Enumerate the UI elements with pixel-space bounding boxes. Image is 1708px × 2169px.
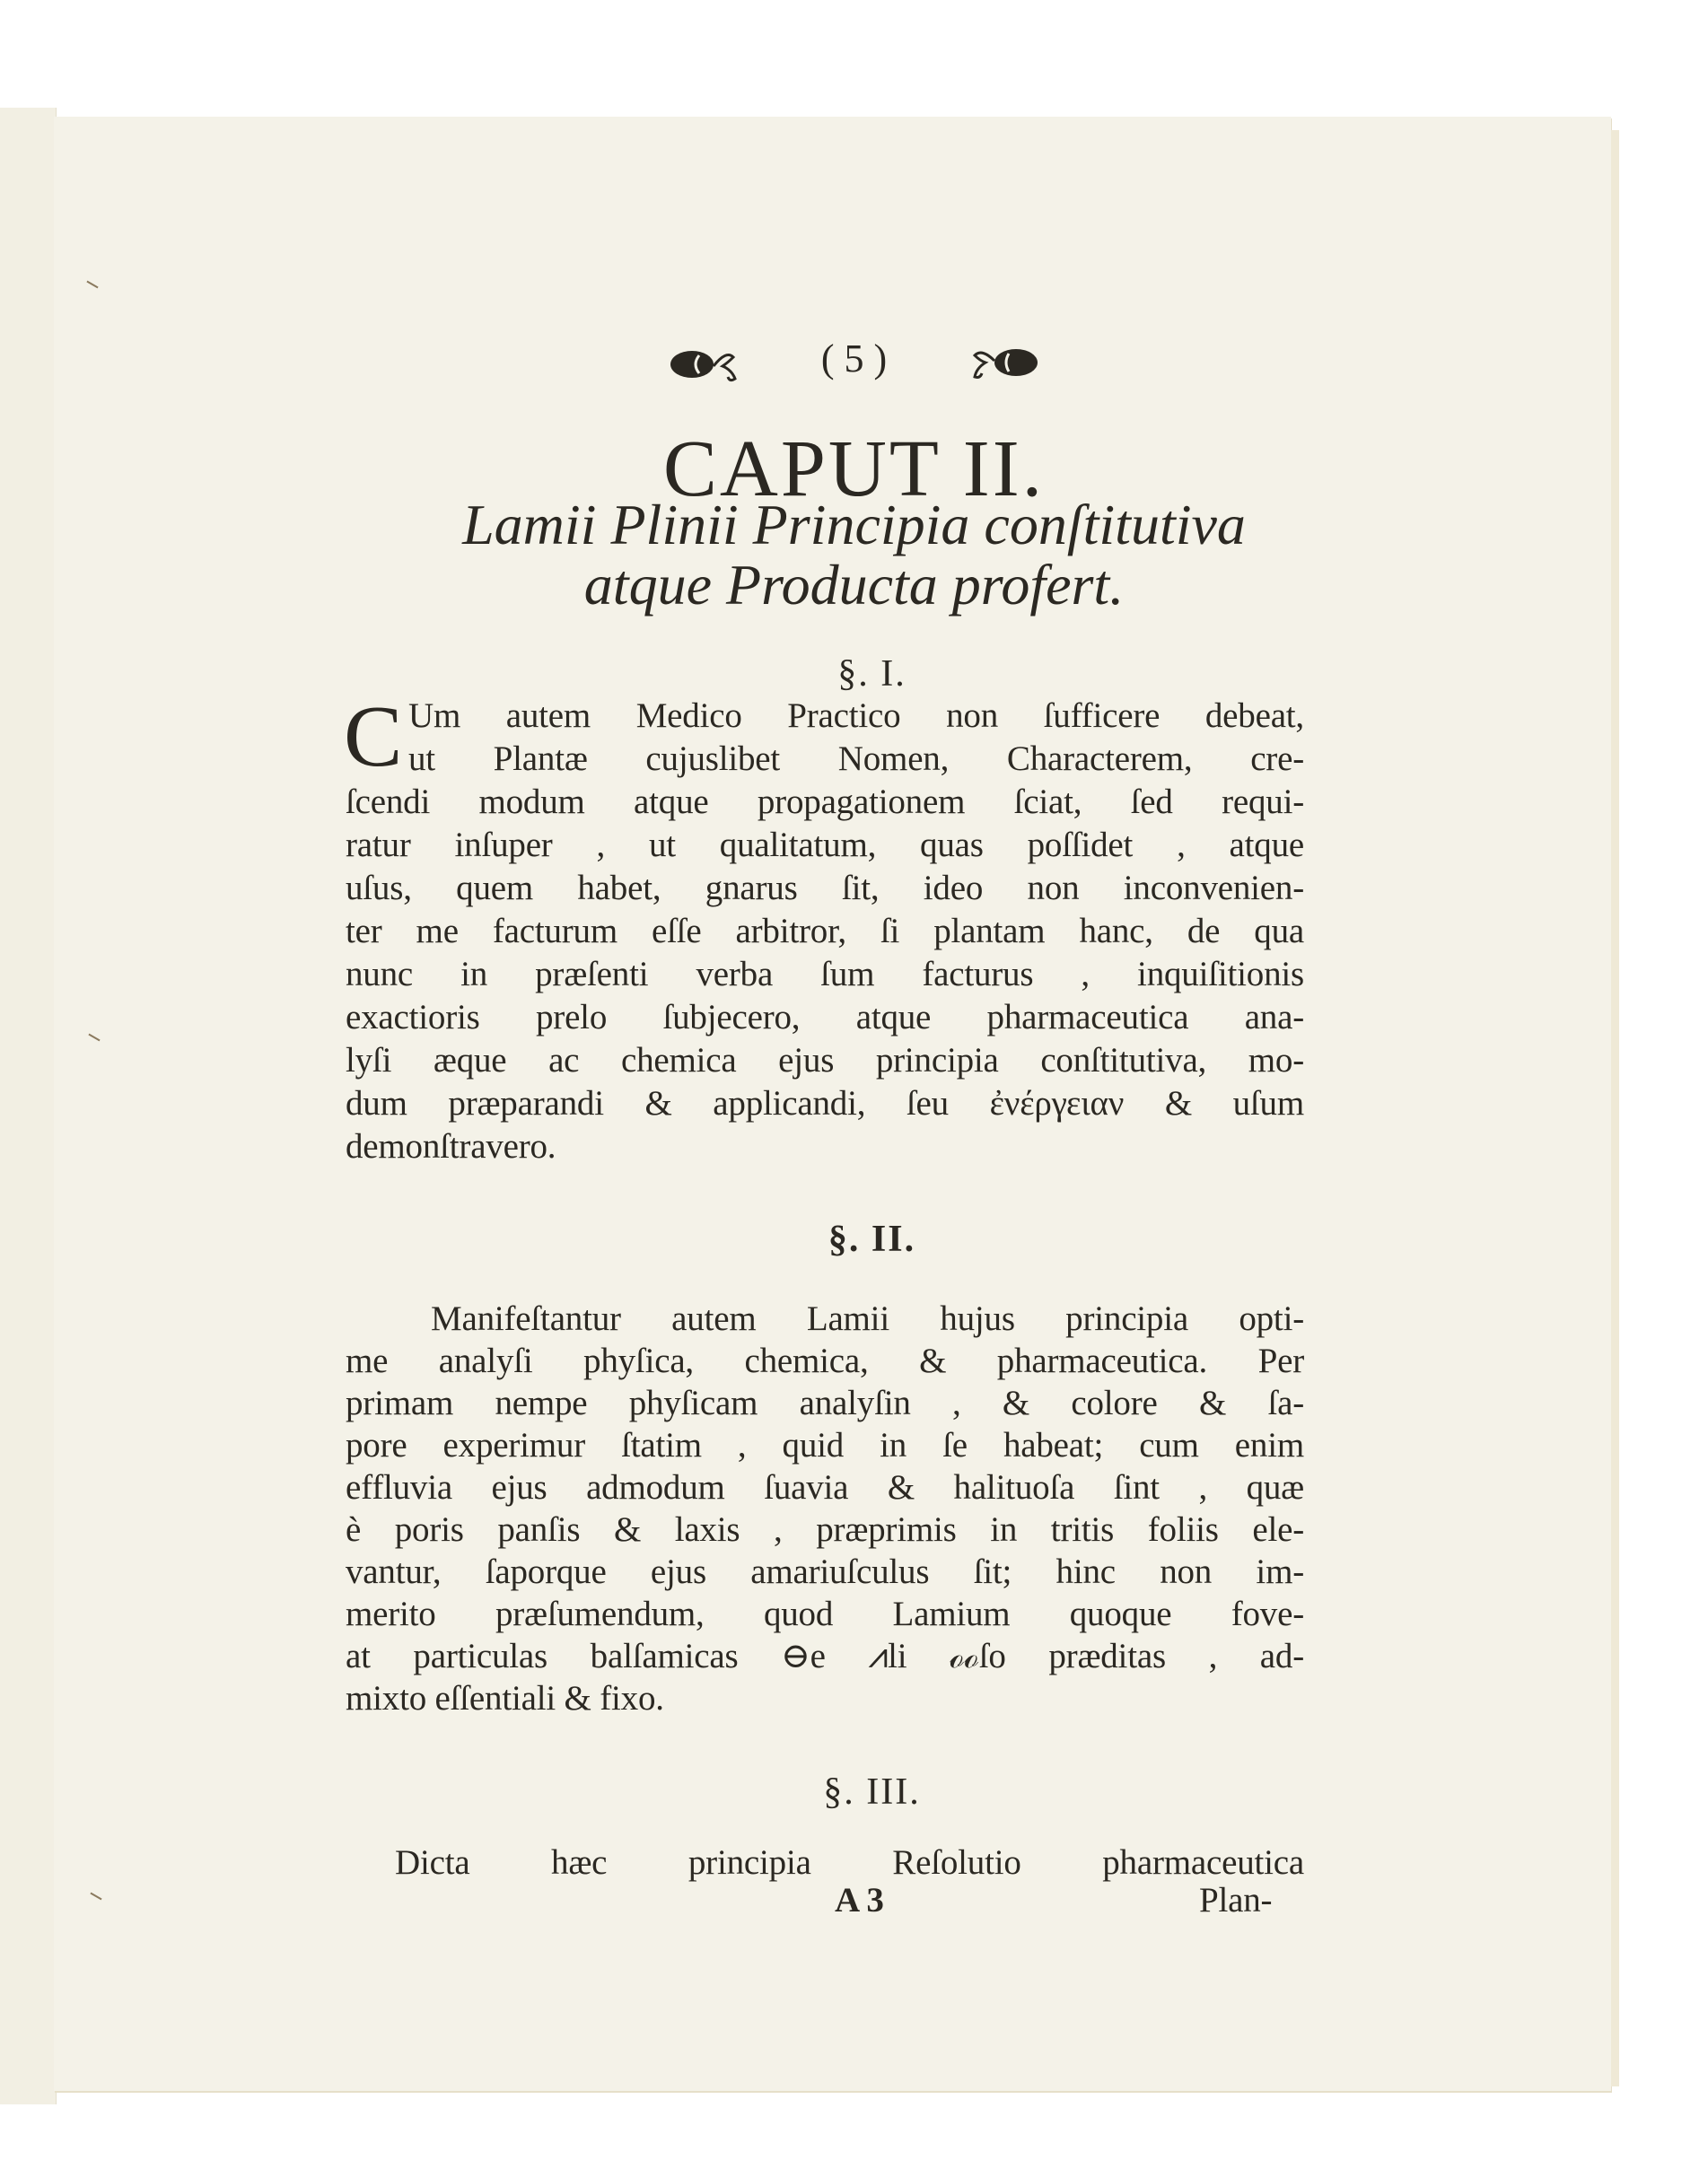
text-line: demonſtravero. [346, 1127, 556, 1166]
text-line: nunc in præſenti verba ſum facturus , inquiſitionis [346, 955, 1304, 993]
text-line: Manifeſtantur autem Lamii hujus principia opti- [431, 1299, 1304, 1338]
text-line: Dicta hæc principia Reſolutio pharmaceutica [395, 1843, 1304, 1882]
chapter-subtitle-line: atque Producta profert. [583, 553, 1125, 617]
text-line: pore experimur ſtatim , quid in ſe habeat; cum enim [346, 1426, 1304, 1465]
text-line: merito præſumendum, quod Lamium quoque fove- [346, 1595, 1304, 1633]
text-line: Um autem Medico Practico non ſufficere debeat, [408, 696, 1304, 735]
text-line: ter me facturum eſſe arbitror, ſi plantam hanc, de qua [346, 912, 1304, 950]
text-line: vantur, ſaporque ejus amariuſculus ſit; hinc non im- [346, 1552, 1304, 1591]
text-line: ut Plantæ cujuslibet Nomen, Characterem, cre- [408, 739, 1304, 778]
text-line: me analyſi phyſica, chemica, & pharmaceutica. Per [346, 1342, 1304, 1380]
text-line: dum præparandi & applicandi, ſeu ἐνέργειαν & uſum [346, 1084, 1304, 1123]
signature-mark: A 3 [835, 1881, 884, 1920]
text-line: lyſi æque ac chemica ejus principia conſtitutiva, mo- [346, 1041, 1304, 1080]
text-line: uſus, quem habet, gnarus ſit, ideo non inconvenien- [346, 869, 1304, 907]
text-line: ratur inſuper , ut qualitatum, quas poſſidet , atque [346, 826, 1304, 864]
page-number: ( 5 ) [820, 337, 888, 380]
section-heading: §. II. [828, 1219, 916, 1260]
running-head [0, 339, 1708, 382]
text-line: ſcendi modum atque propagationem ſciat, ſed requi- [346, 783, 1304, 821]
text-line: mixto eſſentiali & fixo. [346, 1679, 664, 1718]
text-line: primam nempe phyſicam analyſin , & colore & ſa- [346, 1384, 1304, 1422]
text-line: effluvia ejus admodum ſuavia & halituoſa ſint , quæ [346, 1468, 1304, 1507]
chapter-title: CAPUT II. [662, 424, 1046, 513]
text-line: at particulas balſamicas ⊖e ⩘li ℴℴſo præditas , ad- [346, 1637, 1304, 1675]
text-line: exactioris prelo ſubjecero, atque pharmaceutica ana- [346, 998, 1304, 1036]
chapter-subtitle-line: Lamii Plinii Principia conſtitutiva [462, 493, 1246, 556]
catchword: Plan- [1199, 1881, 1273, 1920]
drop-cap: C [344, 688, 403, 785]
fleuron-left-icon [667, 343, 748, 382]
fleuron-right-icon [960, 343, 1041, 382]
section-heading: §. III. [823, 1771, 921, 1813]
section-heading: §. I. [837, 653, 907, 695]
text-line: è poris panſis & laxis , præprimis in tritis foliis ele- [346, 1510, 1304, 1549]
